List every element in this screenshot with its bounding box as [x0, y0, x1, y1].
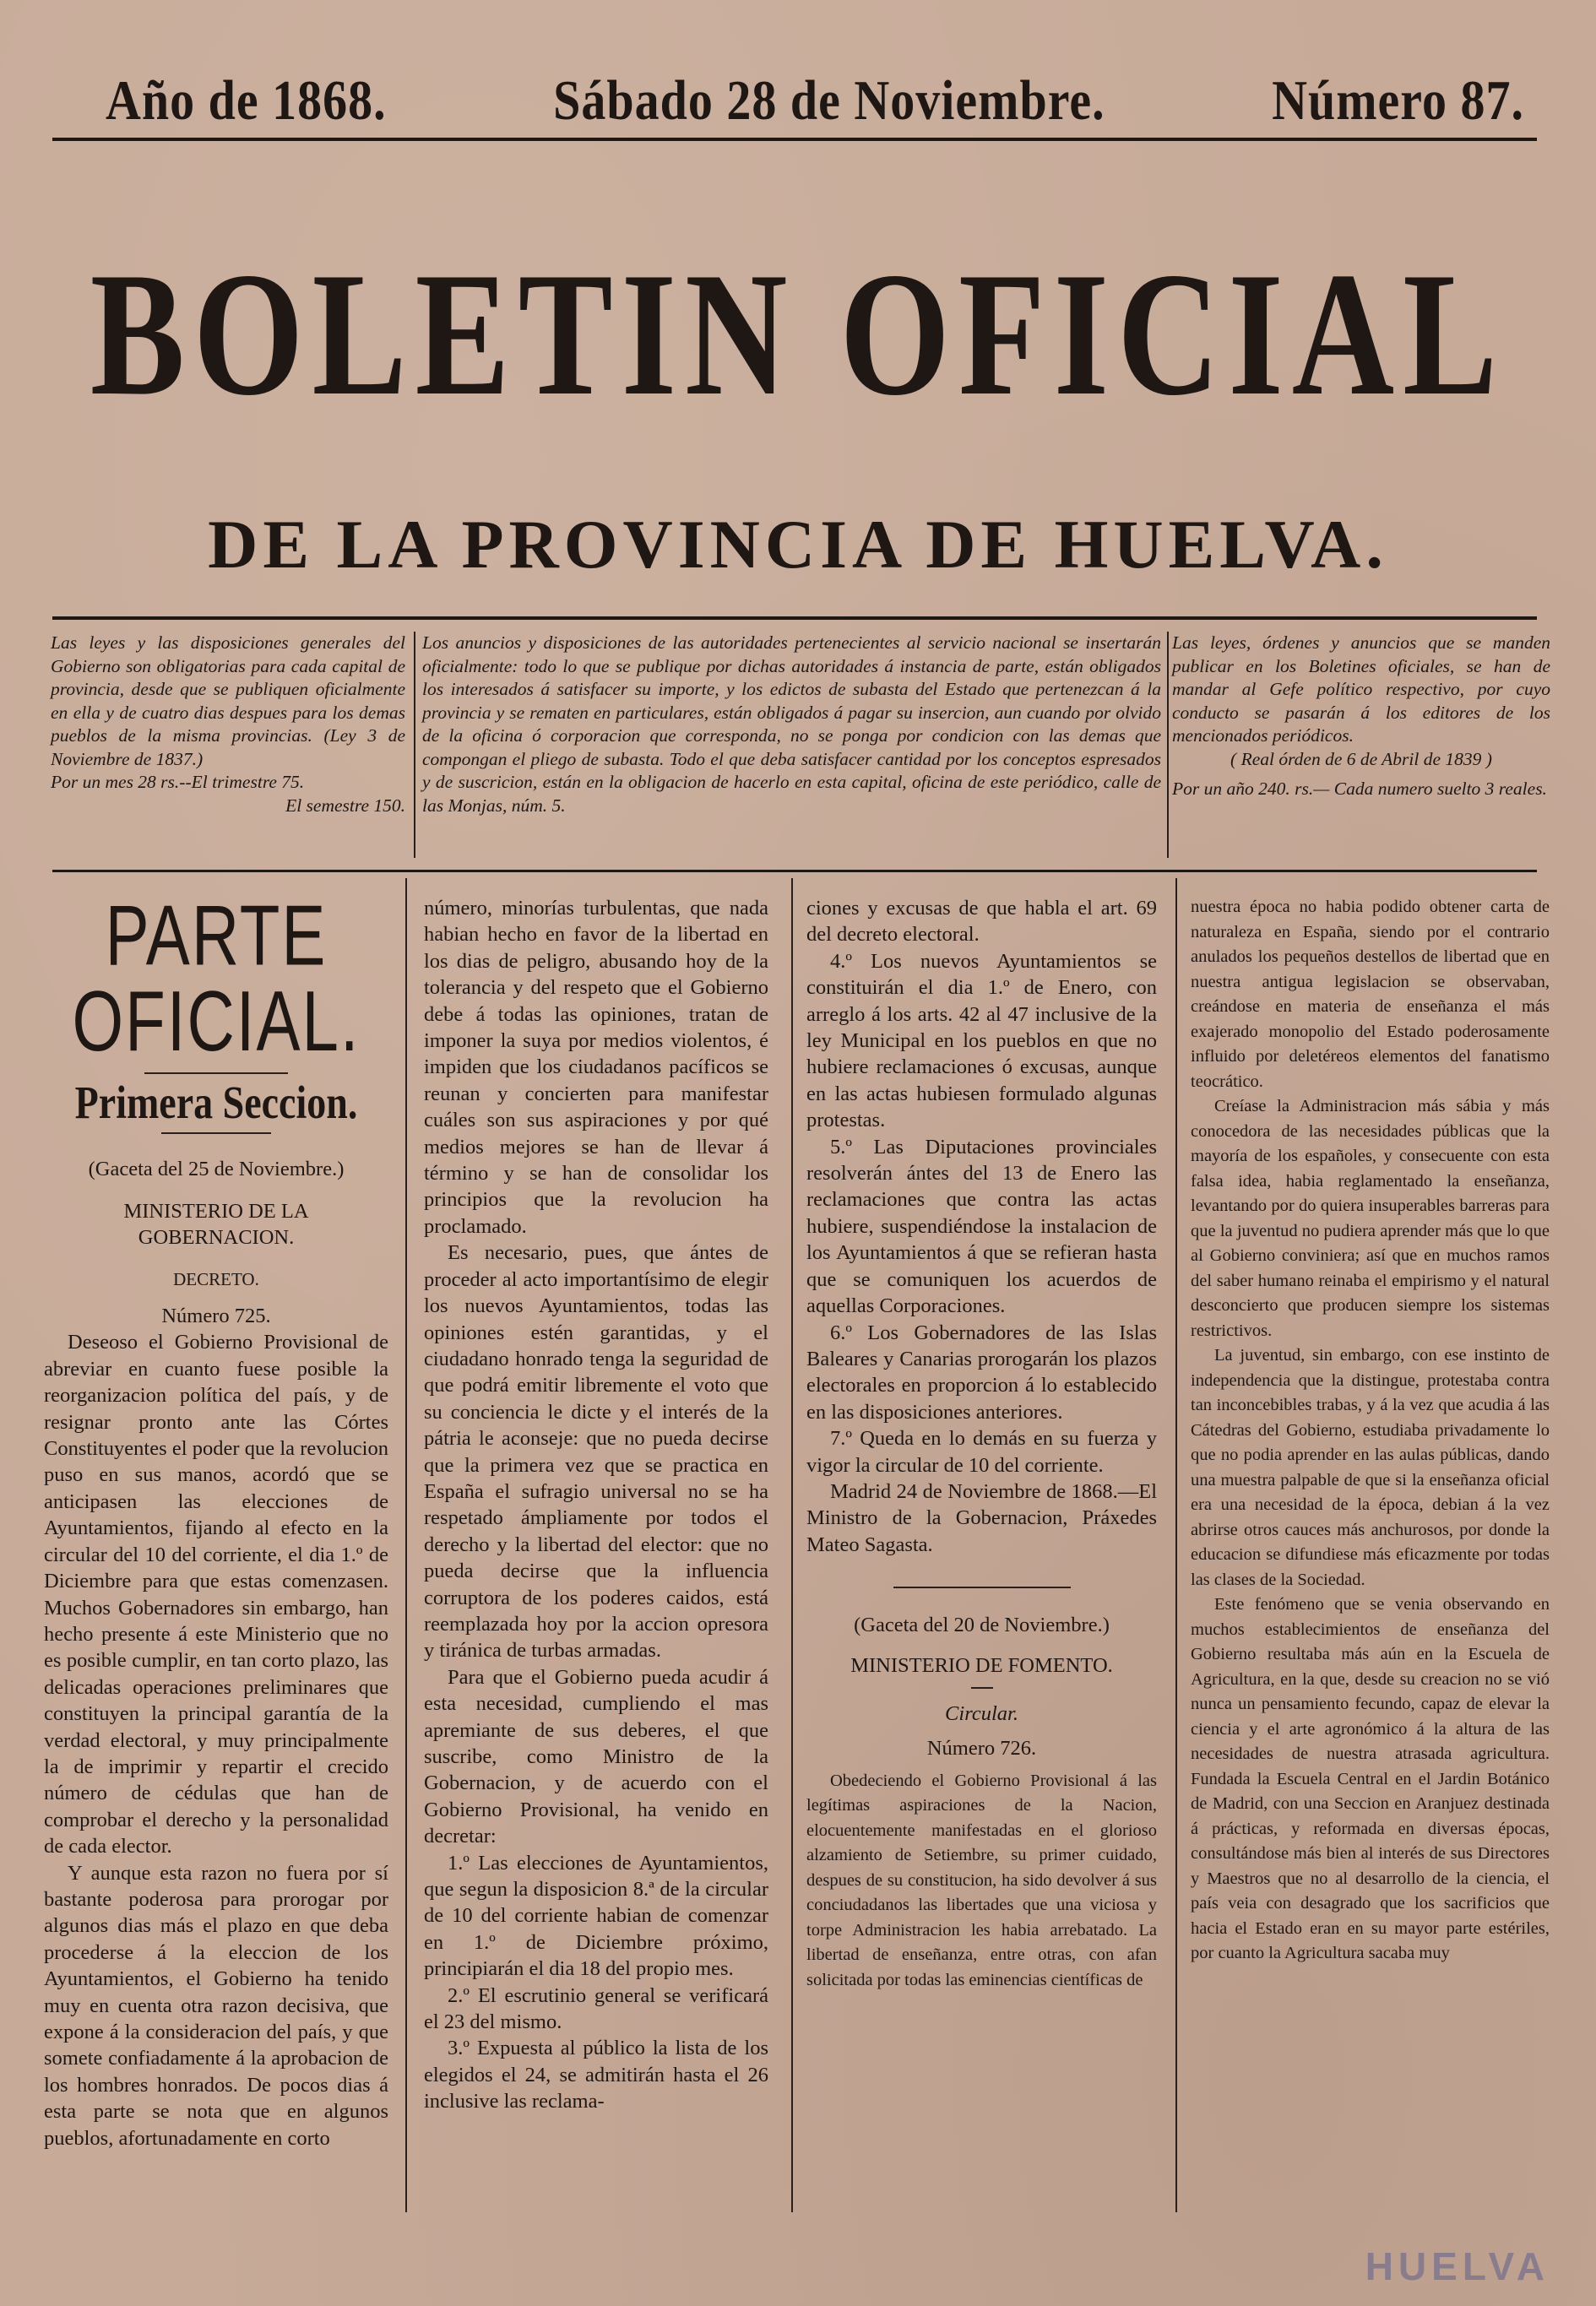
- notice-right-price: Por un año 240. rs.— Cada numero suelto 3 reales.: [1172, 779, 1547, 799]
- paragraph: 6.º Los Gobernadores de las Islas Baleares y Canarias prorogarán los plazos electorales en proporcion á lo establecido en las disposiciones anteriores.: [806, 1321, 1157, 1424]
- notice-bottom-rule: [52, 870, 1537, 872]
- notice-right: [1172, 632, 1550, 801]
- paragraph: número, minorías turbulentas, que nada habian hecho en favor de la libertad en los dias de peligro, abusando hoy de la tolerancia y del respeto que el Gobierno debe á todas las opiniones, tratan de imponer la suya por medios violentos, é impiden que los ciudadanos pacíficos se reunan y concierten para manifestar cuáles son sus aspiraciones y por qué medios mejores se han de llevar á término y se han de consolidar los principios que la revolucion ha proclamado.: [424, 897, 768, 1238]
- paragraph: 3.º Expuesta al público la lista de los elegidos el 24, se admitirán hasta el 26 inclusive las reclama-: [424, 2037, 768, 2113]
- gaceta-reference: (Gaceta del 20 de Noviembre.): [854, 1614, 1110, 1637]
- ornament-rule: [971, 1687, 993, 1689]
- ornament-rule: [144, 1072, 288, 1074]
- paragraph: Creíase la Administracion más sábia y más conocedora de las necesidades públicas que la mayoría de los españoles, y consecuente con esta falsa idea, habia reglamentado la enseñanza, levantando por do quiera insuperables barreras para que la juventud no pudiera aprender más que lo que al Gobierno conviniera; así que en muchos ramos del saber humano reinaba el empirismo y el natural desconcierto que producen siempre los sistemas restrictivos.: [1191, 1097, 1550, 1340]
- paragraph: nuestra época no habia podido obtener carta de naturaleza en España, siendo por el contrario anulados los pequeños destellos de libertad que en nuestra antigua legislacion se observaban, creándose en materia de enseñanza el más exajerado monopolio del Estado poderosamente influido por deletéreos elementos del fanatismo teocrático.: [1191, 898, 1550, 1091]
- notice-divider-1: [414, 632, 415, 858]
- notice-center: [422, 632, 1161, 817]
- column-1: [44, 887, 388, 2151]
- paragraph: 4.º Los nuevos Ayuntamientos se constituirán el dia 1.º de Enero, con arreglo á los arts. 42 al 47 inclusive de la ley Municipal en los pueblos en que no hubiere reclamaciones ó excusas, aunque en las actas hubiesen formulado algunas protestas.: [806, 949, 1157, 1132]
- section-heading: PARTE OFICIAL.: [72, 887, 361, 1069]
- section-subheading: Primera Seccion.: [74, 1076, 358, 1129]
- paragraph: ciones y excusas de que habla el art. 69 del decreto electoral.: [806, 897, 1157, 947]
- notice-right-text: Las leyes, órdenes y anuncios que se manden publicar en los Boletines oficiales, se han de mandar al Gefe político respectivo, por cuyo conducto se pasarán á los editores de los mencionados periódicos.: [1172, 632, 1550, 746]
- notice-left-text: Las leyes y las disposiciones generales del Gobierno son obligatorias para cada capital de provincia, desde que se publiquen oficialmente en ella y de cuatro dias despues para los demas pueblos de la misma provincias. (Ley 3 de Noviembre de 1837.): [51, 632, 405, 769]
- decree-number: Número 725.: [161, 1305, 271, 1328]
- column-divider-1: [405, 878, 407, 2212]
- ministry-heading: MINISTERIO DE FOMENTO.: [850, 1653, 1113, 1677]
- column-divider-3: [1175, 878, 1177, 2212]
- circular-number: Número 726.: [926, 1737, 1037, 1761]
- ornament-rule: [161, 1132, 271, 1134]
- paragraph: Deseoso el Gobierno Provisional de abreviar en cuanto fuese posible la reorganizacion política del país, y de resignar pronto ante las Córtes Constituyentes el poder que la revolucion puso en sus manos, acordó que se anticipasen las elecciones de Ayuntamientos, fijando al efecto en la circular del 10 del corriente, el dia 1.º de Diciembre para que estas comenzasen. Muchos Gobernadores sin embargo, han hecho presente á este Ministerio que no es posible cumplir, en tan corto plazo, las delicadas operaciones preliminares que constituyen la principal garantía de la verdad electoral, y muy principalmente la de imprimir y repartir el crecido número de cédulas que han de comprobar el derecho y la personalidad de cada elector.: [44, 1331, 388, 1858]
- ornament-rule: [893, 1587, 1071, 1588]
- notice-top-rule: [52, 616, 1537, 620]
- paragraph: La juventud, sin embargo, con ese instinto de independencia que la distingue, protestaba contra tan inconcebibles trabas, y á la vez que acudia á las Cátedras del Gobierno, estudiaba privadamente lo que no podia aprender en las aulas públicas, dando una muestra palpable de que si la enseñanza oficial era una necesidad de la época, debian á la vez abrirse otros cauces más anchurosos, por donde la educacion se difundiese más eficazmente por todas las clases de la Sociedad.: [1191, 1346, 1550, 1589]
- notice-center-text: Los anuncios y disposiciones de las autoridades pertenecientes al servicio nacional se insertarán oficialmente: todo lo que se publique por dichas autoridades á instancia de parte, están obligados los interesados á satisfacer su importe, y los edictos de subasta del Estado que pertenezcan á la provincia y se rematen en particulares, están obligados á pagar su insercion, aun cuando por olvido de la oficina ó corporacion que corresponda, no se ponga por condicion con las demas que compongan el pliego de subasta. Todo el que deba satisfacer cantidad por los conceptos espresados y de suscricion, están en la obligacion de hacerlo en esta capital, oficina de este periódico, calle de las Monjas, núm. 5.: [422, 632, 1161, 816]
- archive-watermark: HUELVA: [1365, 2244, 1550, 2288]
- header-rule: [52, 138, 1537, 141]
- decree-heading: DECRETO.: [173, 1268, 259, 1289]
- paragraph: Para que el Gobierno pueda acudir á esta necesidad, cumpliendo el mas apremiante de sus deberes, el que suscribe, como Ministro de la Gobernacion, y de acuerdo con el Gobierno Provisional, ha venido en decretar:: [424, 1665, 768, 1848]
- paragraph: 1.º Las elecciones de Ayuntamientos, que segun la disposicion 8.ª de la circular de 10 del corriente habian de comenzar en 1.º de Diciembre próximo, principiarán el dia 18 del propio mes.: [424, 1851, 768, 1981]
- paragraph: 2.º El escrutinio general se verificará el 23 del mismo.: [424, 1983, 768, 2034]
- newspaper-subtitle: DE LA PROVINCIA DE HUELVA.: [208, 506, 1388, 583]
- notice-left-price1: Por un mes 28 rs.--El trimestre 75.: [51, 772, 305, 792]
- issue-date: Sábado 28 de Noviembre.: [553, 68, 1105, 132]
- notice-divider-2: [1167, 632, 1169, 858]
- notice-right-law: ( Real órden de 6 de Abril de 1839 ): [1230, 748, 1492, 769]
- notice-left-price2: El semestre 150.: [285, 795, 405, 816]
- paragraph: Es necesario, pues, que ántes de proceder al acto importantísimo de elegir los nuevos Ayuntamientos, todas las opiniones estén garantidas, y el ciudadano honrado tenga la seguridad de que podrá emitir libremente el voto que su conciencia le dicte y el interés de la pátria le aconseje: que no pueda decirse que la primera vez que se practica en España el sufragio universal no se ha respetado ámpliamente por todos el derecho y la libertad del elector: que no pueda decirse que la influencia corruptora de los poderes caidos, está reemplazada hoy por la accion opresora y tiránica de turbas armadas.: [424, 1241, 768, 1663]
- masthead-header: [106, 68, 1524, 133]
- paragraph: 5.º Las Diputaciones provinciales resolverán ántes del 13 de Enero las reclamaciones que contra las actas hubiere, suspendiéndose la instalacion de los Ayuntamientos á que se refieran hasta que se comuniquen los acuerdos de aquellas Corporaciones.: [806, 1135, 1157, 1318]
- paragraph: Obedeciendo el Gobierno Provisional á las legítimas aspiraciones de la Nacion, elocuentemente manifestadas en el glorioso alzamiento de Setiembre, su primer cuidado, despues de su constitucion, ha sido devolver á sus conciudadanos las libertades que una viciosa y torpe Administracion les habia arrebatado. La libertad de enseñanza, entre otras, con afan solicitada por todas las eminencias científicas de: [806, 1771, 1157, 1989]
- paragraph: Este fenómeno que se venia observando en muchos establecimientos de enseñanza del Gobierno resultaba más aún en la Escuela de Agricultura, en la que, desde su creacion no se vió nunca un pensamiento fecundo, capaz de elevar la ciencia y el arte agronómico á la altura de las necesidades de nuestra atrasada agricultura. Fundada la Escuela Central en el Jardin Botánico de Madrid, con una Seccion en Aranjuez destinada á prácticas, y reformada en diversas épocas, consultándose más bien al interés de sus Directores y Maestros que no al desarrollo de la ciencia, el país veia con desagrado que los sacrificios que hacia el Estado eran en su mayor parte estériles, por cuanto la Agricultura sacaba muy: [1191, 1595, 1550, 1962]
- paragraph: Madrid 24 de Noviembre de 1868.—El Ministro de la Gobernacion, Práxedes Mateo Sagasta.: [806, 1479, 1157, 1556]
- gaceta-reference: (Gaceta del 25 de Noviembre.): [88, 1158, 345, 1181]
- column-divider-2: [791, 878, 793, 2212]
- column-4: [1191, 895, 1550, 1967]
- ministry-heading: MINISTERIO DE LA GOBERNACION.: [123, 1199, 309, 1250]
- paragraph: 7.º Queda en lo demás en su fuerza y vigor la circular de 10 del corriente.: [806, 1427, 1157, 1477]
- notice-left: [51, 632, 405, 817]
- paragraph: Y aunque esta razon no fuera por sí bastante poderosa para prorogar por algunos dias más el plazo en que deba procederse á la eleccion de los Ayuntamientos, el Gobierno ha tenido muy en cuenta otra razon decisiva, que expone á la consideracion del país, y que somete confiadamente á la aprobacion de los hombres honrados. De pocos dias á esta parte se nota que en algunos pueblos, afortunadamente en corto: [44, 1861, 388, 2150]
- circular-heading: Circular.: [945, 1701, 1018, 1725]
- column-3: [806, 895, 1157, 1993]
- issue-year: Año de 1868.: [106, 68, 387, 132]
- newspaper-title: BOLETIN OFICIAL: [90, 236, 1506, 433]
- issue-number: Número 87.: [1272, 68, 1524, 132]
- column-2: [424, 895, 768, 2115]
